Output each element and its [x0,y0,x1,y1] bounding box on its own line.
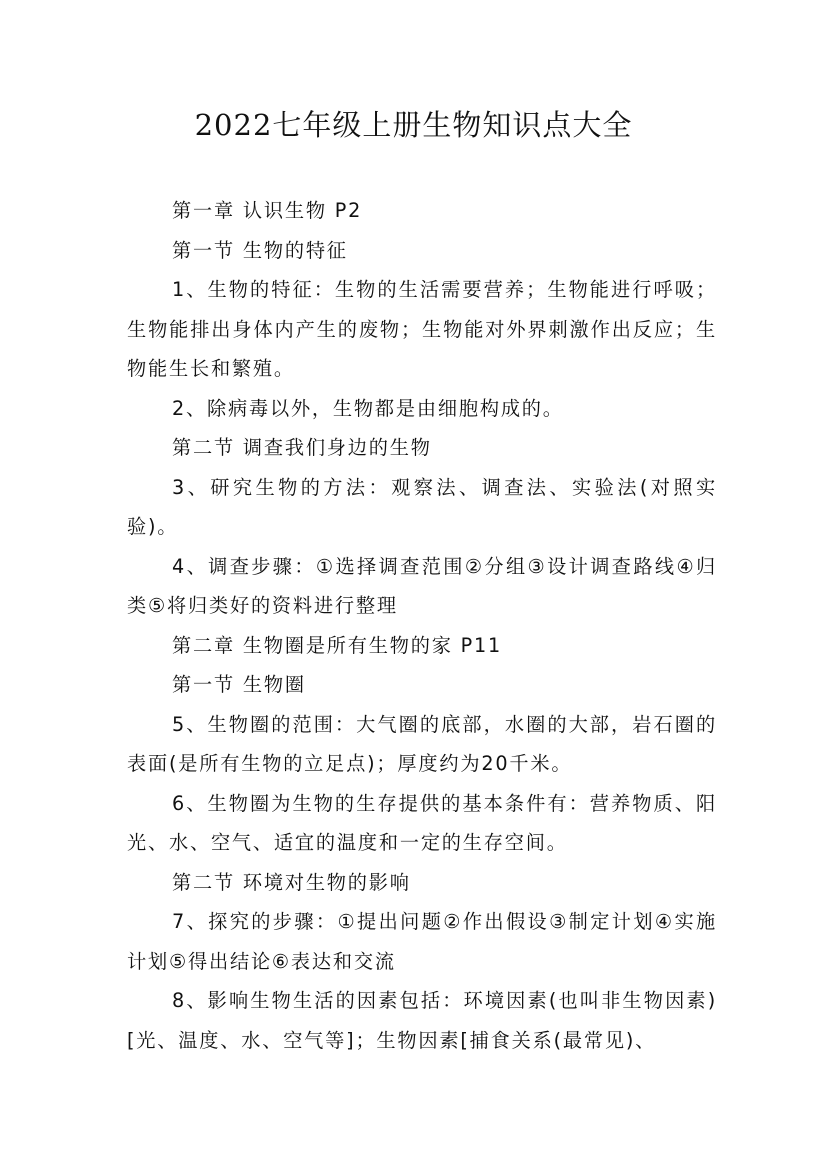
paragraph: 1、生物的特征：生物的生活需要营养；生物能进行呼吸；生物能排出身体内产生的废物；生物能对外界刺激作出反应；生物能生长和繁殖。 [127,278,717,380]
paragraph: 3、研究生物的方法：观察法、调查法、实验法(对照实验)。 [127,475,717,538]
paragraph: 4、调查步骤：①选择调查范围②分组③设计调查路线④归类⑤将归类好的资料进行整理 [127,554,717,617]
document-title: 2022七年级上册生物知识点大全 [194,108,633,142]
chapter-heading: 第二章 生物圈是所有生物的家 P11 [172,633,503,657]
section-heading: 第二节 调查我们身边的生物 [172,436,432,459]
section-heading: 第一节 生物圈 [172,673,306,696]
paragraph: 8、影响生物生活的因素包括：环境因素(也叫非生物因素)[光、温度、水、空气等]；生物因素[捕食关系(最常见)、 [127,989,717,1052]
paragraph: 7、探究的步骤：①提出问题②作出假设③制定计划④实施计划⑤得出结论⑥表达和交流 [127,910,717,973]
paragraph: 5、生物圈的范围：大气圈的底部，水圈的大部，岩石圈的表面(是所有生物的立足点)；厚度约为20千米。 [127,712,717,775]
paragraph: 2、除病毒以外，生物都是由细胞构成的。 [172,396,564,420]
section-heading: 第二节 环境对生物的影响 [172,870,411,894]
paragraph: 6、生物圈为生物的生存提供的基本条件有：营养物质、阳光、水、空气、适宜的温度和一定的生存空间。 [127,791,717,854]
section-heading: 第一节 生物的特征 [172,238,348,262]
document-body [127,191,717,1060]
chapter-heading: 第一章 认识生物 P2 [172,199,363,222]
